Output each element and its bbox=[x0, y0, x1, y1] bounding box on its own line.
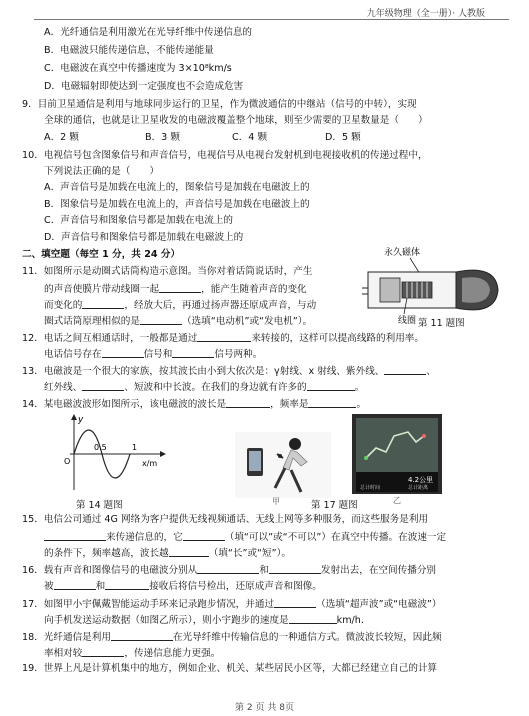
q9-option-b: B．3 颗 bbox=[145, 132, 180, 143]
q18-text: ，传递信息能力更强。 bbox=[124, 648, 221, 659]
q16-text: 发射出去，在空间传播分别 bbox=[320, 565, 437, 576]
q11-line3 bbox=[44, 298, 316, 312]
q17-text: km/h. bbox=[336, 615, 364, 626]
q16-line1 bbox=[22, 563, 436, 577]
q9-option-a: A．2 颗 bbox=[44, 132, 79, 143]
q18-line2 bbox=[44, 646, 220, 660]
q12-text: 信号两种。 bbox=[214, 349, 263, 360]
q15-text: 的条件下，频率越高，波长越 bbox=[44, 548, 169, 559]
q16-text: 16．载有声音和图像信号的电磁波分别从 bbox=[22, 565, 198, 576]
q10-option-d: D．声音信号和图象信号都是加载在电磁波上的 bbox=[44, 232, 244, 243]
total-distance-label: 总计距离 bbox=[408, 485, 429, 491]
q11-blank-1[interactable] bbox=[159, 282, 201, 293]
q10-stem-cont: 下列说法正确的是（ ） bbox=[44, 166, 160, 177]
section-fill-in-title: 二、填空题（每空 1 分，共 24 分） bbox=[22, 249, 181, 260]
microphone-diagram bbox=[362, 244, 510, 326]
q11-line1: 11．如图所示是动圈式话筒构造示意图。当你对着话筒说话时，产生 bbox=[22, 266, 313, 277]
distance-readout: 4.2公里 bbox=[408, 476, 434, 484]
y-axis-label: y bbox=[78, 415, 84, 425]
q13-blank-2[interactable] bbox=[82, 380, 124, 391]
q8-option-d: D．电磁辐射即使达到一定强度也不会造成危害 bbox=[44, 81, 244, 92]
phone-route-screen bbox=[352, 414, 442, 494]
q11-text: 的声音使膜片带动线圈一起 bbox=[44, 284, 160, 295]
q11-text: （选填“电动机”或“发电机”）。 bbox=[181, 316, 313, 327]
q11-line4 bbox=[44, 314, 312, 328]
q17-text: （选填“超声波”或“电磁波”） bbox=[316, 599, 442, 610]
q13-line1 bbox=[22, 364, 436, 378]
q9-option-d: D．5 颗 bbox=[325, 132, 361, 143]
q12-line1 bbox=[22, 331, 424, 345]
q15-line2 bbox=[44, 530, 446, 544]
q19-line1: 19．世界上凡是计算机集中的地方，例如企业、机关、某些居民小区等，大都已经建立自己的计算 bbox=[22, 663, 438, 674]
q10-option-c: C．声音信号和图象信号都是加载在电流上的 bbox=[44, 215, 233, 226]
q11-line2 bbox=[44, 282, 307, 296]
header-divider bbox=[34, 19, 509, 20]
q10-option-b: B．图象信号是加载在电流上的，声音信号是加载在电磁波上的 bbox=[44, 199, 310, 210]
q11-text: ，经放大后，再通过扬声器还原成声音，与动 bbox=[124, 300, 317, 311]
q12-blank-2[interactable] bbox=[102, 347, 144, 358]
q12-text: 信号和 bbox=[143, 349, 173, 360]
fig14-caption: 第 14 题图 bbox=[76, 500, 123, 511]
q14-blank-2[interactable] bbox=[308, 397, 356, 408]
q14-text: ，频率是 bbox=[270, 399, 309, 410]
q12-blank-3[interactable] bbox=[172, 347, 214, 358]
q9-stem: 9．目前卫星通信是利用与地球同步运行的卫星，作为微波通信的中继站（信号的中转），实现 bbox=[22, 99, 417, 110]
q12-text: 来转接的，这样可以提高线路的利用率。 bbox=[251, 333, 424, 344]
q17-line2 bbox=[44, 613, 364, 627]
q13-text: 13．电磁波是一个很大的家族，按其波长由小到大依次是：γ射线、x 射线、紫外线、 bbox=[22, 366, 385, 377]
q13-text: 、短波和中长波。在我们的身边就有许多的 bbox=[124, 382, 307, 393]
fig17-jia-label: 甲 bbox=[272, 497, 280, 506]
q18-text: 18．光纤通信是利用 bbox=[22, 632, 111, 643]
q12-line2 bbox=[44, 347, 262, 361]
q15-blank-1[interactable] bbox=[44, 530, 106, 541]
q15-blank-2[interactable] bbox=[183, 530, 225, 541]
q10-stem: 10．电视信号包含图象信号和声音信号，电视信号从电视台发射机到电视接收机的传递过程中， bbox=[22, 150, 428, 161]
q13-blank-1[interactable] bbox=[384, 364, 426, 375]
q13-text: 、 bbox=[426, 366, 436, 377]
q16-text: 和 bbox=[259, 565, 269, 576]
page-footer: 第 2 页 共 8页 bbox=[235, 703, 294, 713]
q18-blank-1[interactable] bbox=[111, 630, 173, 641]
q14-blank-1[interactable] bbox=[226, 397, 270, 408]
fig17-yi-label: 乙 bbox=[393, 496, 401, 505]
q13-line2 bbox=[44, 380, 364, 394]
total-time-label: 总计时间 bbox=[360, 485, 381, 491]
q15-line1: 15．电信公司通过 4G 网络为客户提供无线视频通话、无线上网等多种服务，而这些服务是利用 bbox=[22, 514, 428, 525]
q8-option-b: B．电磁波只能传递信息，不能传递能量 bbox=[44, 45, 214, 56]
tick-label: 1 bbox=[132, 443, 138, 452]
q15-text: 来传递信息的，它 bbox=[106, 532, 183, 543]
q11-text: ，能产生随着声音的变化 bbox=[201, 284, 307, 295]
q11-blank-3[interactable] bbox=[140, 314, 182, 325]
q17-line1 bbox=[22, 597, 441, 611]
q14-line bbox=[22, 397, 366, 411]
runner-photo bbox=[235, 432, 331, 498]
q17-blank-1[interactable] bbox=[274, 597, 316, 608]
page-header: 九年级物理（全一册）· 人教版 bbox=[366, 9, 485, 19]
q13-blank-3[interactable] bbox=[307, 380, 355, 391]
q17-text: 向手机发送运动数据（如图乙所示），则小宇跑步的速度是 bbox=[44, 615, 289, 626]
q16-blank-3[interactable] bbox=[54, 579, 96, 590]
q8-option-c: C．电磁波在真空中传播速度为 3×10⁸km/s bbox=[44, 63, 232, 74]
q12-blank-1[interactable] bbox=[197, 331, 251, 342]
x-axis-label: x/m bbox=[142, 459, 158, 468]
q16-blank-2[interactable] bbox=[269, 563, 321, 574]
q13-text: 。 bbox=[354, 382, 365, 393]
wave-graph bbox=[50, 412, 170, 494]
q17-blank-2[interactable] bbox=[289, 613, 337, 624]
q16-blank-4[interactable] bbox=[105, 579, 149, 590]
q11-blank-2[interactable] bbox=[82, 298, 124, 309]
tick-label: 0.5 bbox=[94, 443, 107, 452]
q18-line1 bbox=[22, 630, 442, 644]
q15-text: （填“长”或“短”）。 bbox=[208, 548, 291, 559]
q8-option-a: A．光纤通信是利用激光在光导纤维中传递信息的 bbox=[44, 27, 253, 38]
q9-option-c: C．4 颗 bbox=[232, 132, 268, 143]
q16-blank-1[interactable] bbox=[197, 563, 259, 574]
q17-text: 17．如图甲小宇佩戴智能运动手环来记录跑步情况，并通过 bbox=[22, 599, 275, 610]
q18-text: 率相对较 bbox=[44, 648, 83, 659]
fig11-caption: 第 11 题图 bbox=[418, 318, 465, 329]
magnet-label: 永久磁体 bbox=[384, 248, 421, 258]
origin-label: O bbox=[64, 457, 71, 466]
q18-blank-2[interactable] bbox=[82, 646, 124, 657]
q16-text: 和 bbox=[95, 581, 106, 592]
q14-text: 14．某电磁波波形如图所示，该电磁波的波长是 bbox=[22, 399, 227, 410]
fig17-caption: 第 17 题图 bbox=[311, 500, 358, 511]
q9-stem-cont: 全球的通信，也就是让卫星收发的电磁波覆盖整个地球，则至少需要的卫星数量是（ ） bbox=[44, 115, 428, 126]
q15-blank-3[interactable] bbox=[169, 546, 209, 557]
q14-text: 。 bbox=[356, 399, 367, 410]
coil-label: 线圈 bbox=[398, 316, 417, 326]
q11-text: 而变化的 bbox=[44, 300, 83, 311]
q12-text: 电话信号存在 bbox=[44, 349, 102, 360]
q16-text: 接收后将信号检出，还原成声音和图像。 bbox=[149, 581, 322, 592]
q10-option-a: A．声音信号是加载在电流上的，图象信号是加载在电磁波上的 bbox=[44, 182, 310, 193]
q13-text: 红外线、 bbox=[44, 382, 83, 393]
q11-text: 圈式话筒原理相似的是 bbox=[44, 316, 140, 327]
q16-line2 bbox=[44, 579, 322, 593]
q18-text: 在光导纤维中传输信息的一种通信方式。微波波长较短，因此频 bbox=[172, 632, 442, 643]
q15-line3 bbox=[44, 546, 291, 560]
q16-text: 被 bbox=[44, 581, 54, 592]
q15-text: （填“可以”或“不可以”）在真空中传播。在波速一定 bbox=[224, 532, 447, 543]
q12-text: 12．电话之间互相通话时，一般都是通过 bbox=[22, 333, 198, 344]
